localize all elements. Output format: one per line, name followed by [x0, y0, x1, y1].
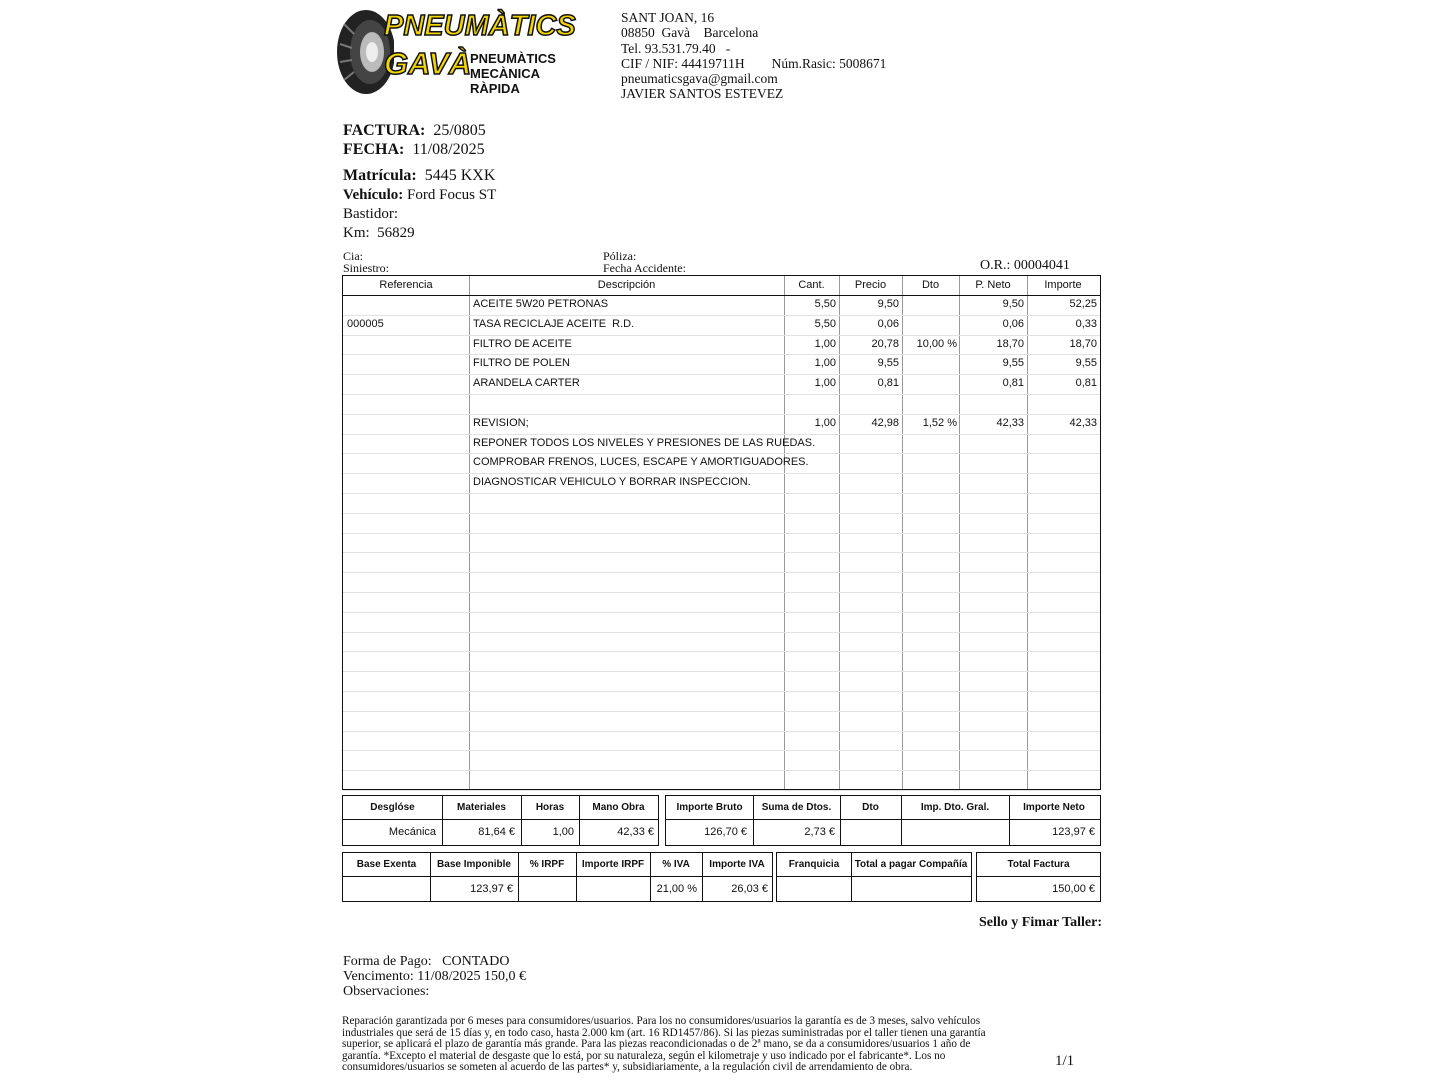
- table-cell: 0,81: [877, 377, 899, 390]
- breakdown-h0: Desglóse: [370, 802, 415, 813]
- vehiculo: [343, 186, 496, 205]
- header-referencia: Referencia: [379, 279, 433, 291]
- header-descripcion: Descripción: [597, 279, 656, 291]
- table-header: [343, 276, 1100, 296]
- table-cell: 0,81: [1075, 377, 1097, 390]
- table-cell: 42,33: [996, 416, 1024, 429]
- logo-line2: GAVÀ: [384, 46, 472, 81]
- breakdown-h2: Horas: [535, 802, 565, 813]
- tax-h0: Base Exenta: [356, 859, 417, 870]
- total-factura-table: [976, 852, 1101, 902]
- warranty-line: garantía. *Excepto el material de desgaste que lo está, por su naturaleza, según el kilometraje y uso indicado por el fabricante*. Los no: [342, 1049, 946, 1062]
- table-cell: [347, 453, 465, 473]
- factura-value: 25/0805: [433, 122, 486, 139]
- totals-h4: Importe Neto: [1023, 802, 1085, 813]
- table-cell: [902, 434, 957, 454]
- poliza-label: Póliza:: [603, 249, 637, 263]
- table-cell: [347, 295, 465, 315]
- table-cell: [347, 414, 465, 434]
- tax-v5: 26,03 €: [731, 883, 768, 895]
- km: [343, 224, 415, 243]
- table-cell: [902, 295, 957, 315]
- table-cell: [1027, 453, 1097, 473]
- table-cell: 1,00: [814, 337, 836, 350]
- table-cell: 9,50: [877, 298, 899, 310]
- tax-v4: 21,00 %: [656, 883, 697, 895]
- matricula: [343, 166, 495, 185]
- table-cell: [1027, 434, 1097, 454]
- warranty-text: [342, 1016, 1042, 1074]
- items-table: [342, 275, 1101, 790]
- warranty-line: industriales que será de 15 días y, en todo caso, hasta 2.000 km (art. 16 RD1457/86). Si las piezas suministradas por el taller tienen una garantía: [342, 1026, 986, 1039]
- table-cell: [784, 473, 836, 493]
- table-cell: ACEITE 5W20 PETRONAS: [473, 298, 609, 310]
- company-info: [621, 10, 886, 102]
- logo-tag1: PNEUMÀTICS: [470, 51, 556, 66]
- table-cell: FILTRO DE POLEN: [473, 357, 570, 370]
- table-cell: [902, 374, 957, 394]
- franquicia-table: [776, 852, 972, 902]
- cia-label: Cia:: [343, 249, 363, 263]
- company-phone: Tel. 93.531.79.40 -: [621, 40, 731, 56]
- tax-h2: % IRPF: [529, 859, 565, 870]
- totals-v0: 126,70 €: [704, 826, 747, 838]
- fecha-label: FECHA:: [343, 141, 405, 158]
- table-cell: [347, 434, 465, 454]
- vehiculo-label: Vehículo:: [343, 187, 404, 203]
- totals-h1: Suma de Dtos.: [761, 802, 832, 813]
- warranty-line: consumidores/usuarios se someten al acuerdo de las partes* y, subsidiariamente, a la regulación civil de arrendamiento de obra.: [342, 1061, 913, 1074]
- table-cell: 9,50: [1002, 298, 1024, 310]
- header-dto: Dto: [921, 279, 940, 291]
- company-cif: CIF / NIF: 44419711H Núm.Rasic: 5008671: [621, 55, 887, 71]
- table-cell: REPONER TODOS LOS NIVELES Y PRESIONES DE LAS RUEDAS.: [473, 436, 816, 449]
- franq-h0: Franquicia: [788, 859, 840, 870]
- tax-v1: 123,97 €: [470, 883, 513, 895]
- page-number: 1/1: [1055, 1053, 1075, 1069]
- table-cell: 5,50: [814, 317, 836, 330]
- table-cell: [959, 434, 1024, 454]
- header-precio: Precio: [854, 279, 887, 291]
- table-cell: [784, 434, 836, 454]
- breakdown-table: [342, 795, 659, 846]
- table-cell: 42,98: [871, 416, 899, 429]
- table-cell: 1,00: [814, 357, 836, 370]
- table-cell: 5,50: [814, 298, 836, 310]
- table-cell: COMPROBAR FRENOS, LUCES, ESCAPE Y AMORTIGUADORES.: [473, 456, 809, 469]
- tax-h3: Importe IRPF: [581, 859, 645, 870]
- header-cant: Cant.: [798, 279, 825, 291]
- table-cell: [784, 453, 836, 473]
- table-cell: 1,52 %: [922, 416, 957, 429]
- table-cell: [347, 394, 465, 414]
- table-cell: [347, 354, 465, 374]
- tax-table: [342, 852, 773, 902]
- company-logo: [334, 4, 590, 96]
- logo-tag2: MECÀNICA RÀPIDA: [470, 66, 540, 96]
- table-cell: [839, 453, 899, 473]
- breakdown-v0: Mecánica: [388, 826, 436, 838]
- table-cell: 9,55: [1002, 357, 1024, 370]
- matricula-label: Matrícula:: [343, 167, 417, 184]
- siniestro-label: Siniestro:: [343, 261, 390, 275]
- table-cell: 0,06: [877, 317, 899, 330]
- table-cell: [902, 453, 957, 473]
- factura-label: FACTURA:: [343, 122, 426, 139]
- franq-h1: Total a pagar Compañía: [854, 859, 968, 870]
- table-cell: [902, 354, 957, 374]
- table-cell: 52,25: [1069, 298, 1097, 310]
- tax-h4: % IVA: [662, 859, 690, 870]
- table-cell: [347, 473, 465, 493]
- table-cell: 1,00: [814, 416, 836, 429]
- table-cell: REVISION;: [473, 416, 529, 429]
- bastidor: [343, 205, 398, 224]
- table-cell: 9,55: [1075, 357, 1097, 370]
- table-cell: ARANDELA CARTER: [473, 377, 580, 390]
- total-h: Total Factura: [1007, 859, 1070, 870]
- table-cell: TASA RECICLAJE ACEITE R.D.: [473, 317, 635, 330]
- tax-h5: Importe IVA: [709, 859, 765, 870]
- table-cell: [902, 473, 957, 493]
- breakdown-v3: 42,33 €: [617, 826, 654, 838]
- matricula-value: 5445 KXK: [424, 167, 496, 184]
- table-cell: [902, 394, 957, 414]
- table-cell: 9,55: [877, 357, 899, 370]
- invoice-number: [343, 121, 486, 140]
- table-cell: 42,33: [1069, 416, 1097, 429]
- totals-h0: Importe Bruto: [676, 802, 743, 813]
- company-city: 08850 Gavà Barcelona: [621, 25, 759, 41]
- km-value: 56829: [377, 225, 415, 241]
- table-cell: [784, 394, 836, 414]
- table-cell: 18,70: [1069, 337, 1097, 350]
- vehiculo-value: Ford Focus ST: [407, 187, 497, 203]
- forma-pago: Forma de Pago: CONTADO: [343, 954, 510, 969]
- table-cell: 0,33: [1075, 317, 1097, 330]
- breakdown-h1: Materiales: [457, 802, 506, 813]
- table-cell: 000005: [347, 317, 384, 330]
- company-owner: JAVIER SANTOS ESTEVEZ: [621, 86, 784, 102]
- table-cell: [959, 473, 1024, 493]
- breakdown-v2: 1,00: [552, 826, 574, 838]
- observaciones: Observaciones:: [343, 984, 430, 999]
- table-cell: FILTRO DE ACEITE: [473, 337, 572, 350]
- warranty-line: Reparación garantizada por 6 meses para consumidores/usuarios. Para los no consumidores/usuarios la garantía es de 3 meses, salvo vehículos: [342, 1015, 981, 1027]
- table-cell: 0,81: [1002, 377, 1024, 390]
- totals-v1: 2,73 €: [804, 826, 835, 838]
- table-cell: [959, 453, 1024, 473]
- breakdown-h3: Mano Obra: [592, 802, 645, 813]
- company-address: SANT JOAN, 16: [621, 10, 715, 25]
- table-cell: [347, 335, 465, 355]
- table-cell: DIAGNOSTICAR VEHICULO Y BORRAR INSPECCION.: [473, 476, 751, 489]
- table-cell: 18,70: [996, 337, 1024, 350]
- totals-h3: Imp. Dto. Gral.: [920, 802, 990, 813]
- table-cell: [902, 315, 957, 335]
- table-cell: 20,78: [871, 337, 899, 350]
- bastidor-label: Bastidor:: [343, 206, 398, 222]
- table-cell: [839, 434, 899, 454]
- table-cell: 0,06: [1002, 317, 1024, 330]
- totals-h2: Dto: [862, 802, 879, 813]
- table-cell: [347, 374, 465, 394]
- breakdown-v1: 81,64 €: [478, 826, 515, 838]
- fecha-accidente-label: Fecha Accidente:: [603, 261, 686, 275]
- payment-info: [343, 954, 526, 999]
- table-cell: [959, 394, 1024, 414]
- totals-table: [665, 795, 1101, 846]
- table-cell: 10,00 %: [916, 337, 957, 350]
- table-cell: [839, 394, 899, 414]
- invoice-date: [343, 140, 485, 159]
- table-cell: [1027, 394, 1097, 414]
- warranty-line: superior, se aplicará el plazo de garantía más grande. Para las piezas reacondicionadas o de 2ª mano, se da a consumidores/usuarios 1 año de: [342, 1038, 971, 1051]
- km-label: Km:: [343, 225, 370, 241]
- table-cell: [839, 473, 899, 493]
- totals-v4: 123,97 €: [1052, 826, 1095, 838]
- tax-h1: Base Imponible: [437, 859, 511, 870]
- logo-line1: PNEUMÀTICS: [384, 10, 576, 42]
- sello-label: Sello y Fimar Taller:: [978, 915, 1102, 930]
- table-cell: 1,00: [814, 377, 836, 390]
- header-p-neto: P. Neto: [975, 279, 1011, 291]
- company-email: pneumaticsgava@gmail.com: [621, 71, 778, 87]
- or-number: O.R.: 00004041: [980, 258, 1070, 273]
- table-cell: [1027, 473, 1097, 493]
- total-v: 150,00 €: [1052, 883, 1095, 895]
- fecha-value: 11/08/2025: [412, 141, 485, 158]
- vencimiento: Vencimento: 11/08/2025 150,0 €: [343, 969, 527, 984]
- header-importe: Importe: [1044, 279, 1082, 291]
